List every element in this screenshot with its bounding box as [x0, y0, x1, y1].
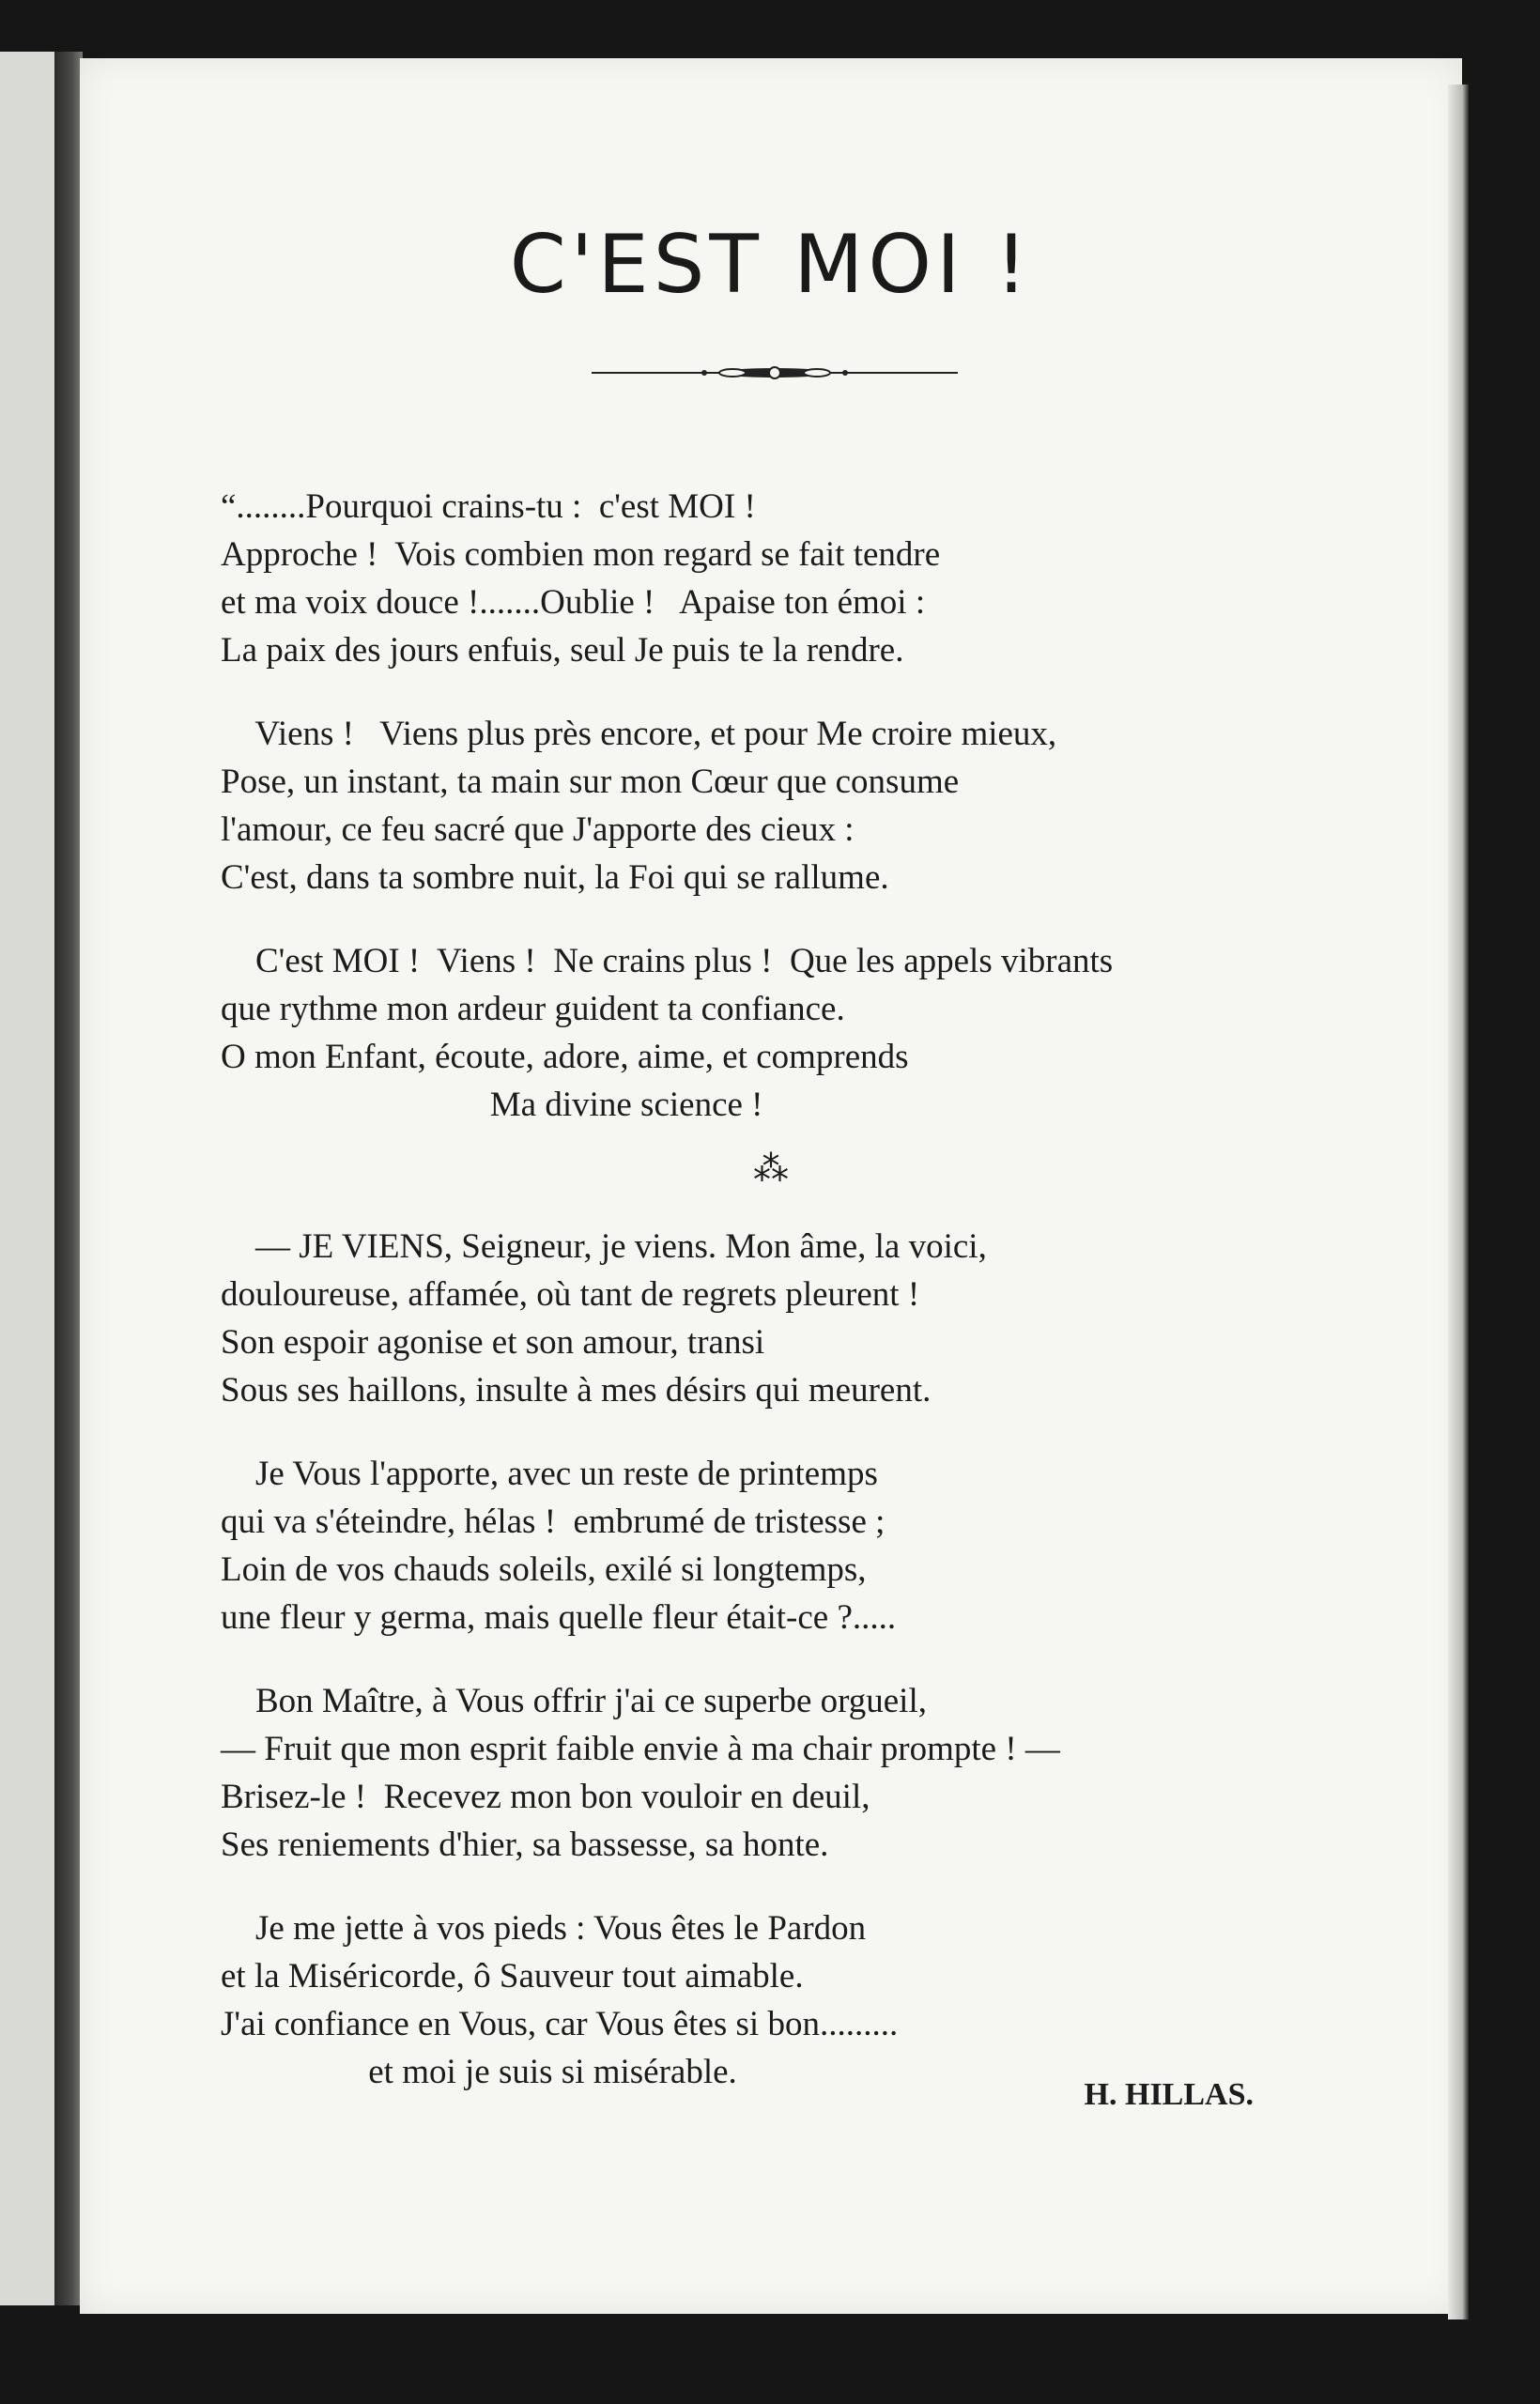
previous-page-edge — [0, 52, 54, 2305]
poem-body — [221, 483, 1394, 2096]
stanza-3 — [221, 937, 1394, 1129]
verse-line: “........Pourquoi crains-tu : c'est MOI ! — [221, 487, 756, 526]
verse-line: Approche ! Vois combien mon regard se fait tendre — [221, 535, 941, 574]
book-gutter-shadow — [54, 52, 83, 2305]
verse-line: et ma voix douce !.......Oublie ! Apaise ton émoi : — [221, 583, 926, 622]
poem-title: C'EST MOI ! — [509, 218, 1033, 312]
verse-line: qui va s'éteindre, hélas ! embrumé de tristesse ; — [221, 1502, 886, 1541]
verse-line: J'ai confiance en Vous, car Vous êtes si bon......... — [221, 2005, 899, 2043]
verse-line: douloureuse, affamée, où tant de regrets pleurent ! — [221, 1275, 920, 1314]
verse-line: Bon Maître, à Vous offrir j'ai ce superbe orgueil, — [221, 1682, 927, 1720]
verse-line: Ma divine science ! — [221, 1086, 763, 1124]
stanza-5 — [221, 1450, 1394, 1641]
title-ornament-divider — [592, 359, 958, 387]
page-right-edge — [1448, 85, 1469, 2319]
verse-line: O mon Enfant, écoute, adore, aime, et comprends — [221, 1038, 909, 1076]
verse-line: Ses reniements d'hier, sa bassesse, sa honte. — [221, 1826, 829, 1864]
verse-line: Viens ! Viens plus près encore, et pour Me croire mieux, — [221, 715, 1057, 753]
verse-line: Je me jette à vos pieds : Vous êtes le Pardon — [221, 1909, 867, 1948]
verse-line: — JE VIENS, Seigneur, je viens. Mon âme, la voici, — [221, 1227, 987, 1266]
verse-line: — Fruit que mon esprit faible envie à ma chair prompte ! — — [221, 1730, 1060, 1768]
verse-line: et moi je suis si misérable. — [221, 2053, 737, 2091]
stanza-6 — [221, 1677, 1394, 1869]
verse-line: une fleur y germa, mais quelle fleur était-ce ?..... — [221, 1598, 897, 1637]
verse-line: que rythme mon ardeur guident ta confiance. — [221, 990, 845, 1028]
verse-line: Je Vous l'apporte, avec un reste de printemps — [221, 1455, 878, 1493]
stanza-1 — [221, 483, 1394, 674]
author-signature: H. HILLAS. — [1084, 2077, 1254, 2112]
verse-line: Sous ses haillons, insulte à mes désirs qui meurent. — [221, 1371, 932, 1410]
verse-line: Son espoir agonise et son amour, transi — [221, 1323, 765, 1362]
verse-line: Pose, un instant, ta main sur mon Cœur que consume — [221, 763, 960, 801]
verse-line: C'est MOI ! Viens ! Ne crains plus ! Que les appels vibrants — [221, 942, 1114, 980]
verse-line: et la Miséricorde, ô Sauveur tout aimable. — [221, 1957, 804, 1996]
book-page — [80, 58, 1462, 2314]
verse-line: La paix des jours enfuis, seul Je puis te la rendre. — [221, 631, 904, 670]
stanza-7 — [221, 1904, 1394, 2096]
verse-line: Loin de vos chauds soleils, exilé si longtemps, — [221, 1550, 867, 1589]
stanza-4 — [221, 1223, 1394, 1414]
stanza-2 — [221, 710, 1394, 902]
verse-line: Brisez-le ! Recevez mon bon vouloir en deuil, — [221, 1778, 870, 1816]
asterism-separator: ⁂ — [753, 1149, 789, 1189]
verse-line: l'amour, ce feu sacré que J'apporte des cieux : — [221, 810, 855, 849]
verse-line: C'est, dans ta sombre nuit, la Foi qui se rallume. — [221, 858, 889, 897]
